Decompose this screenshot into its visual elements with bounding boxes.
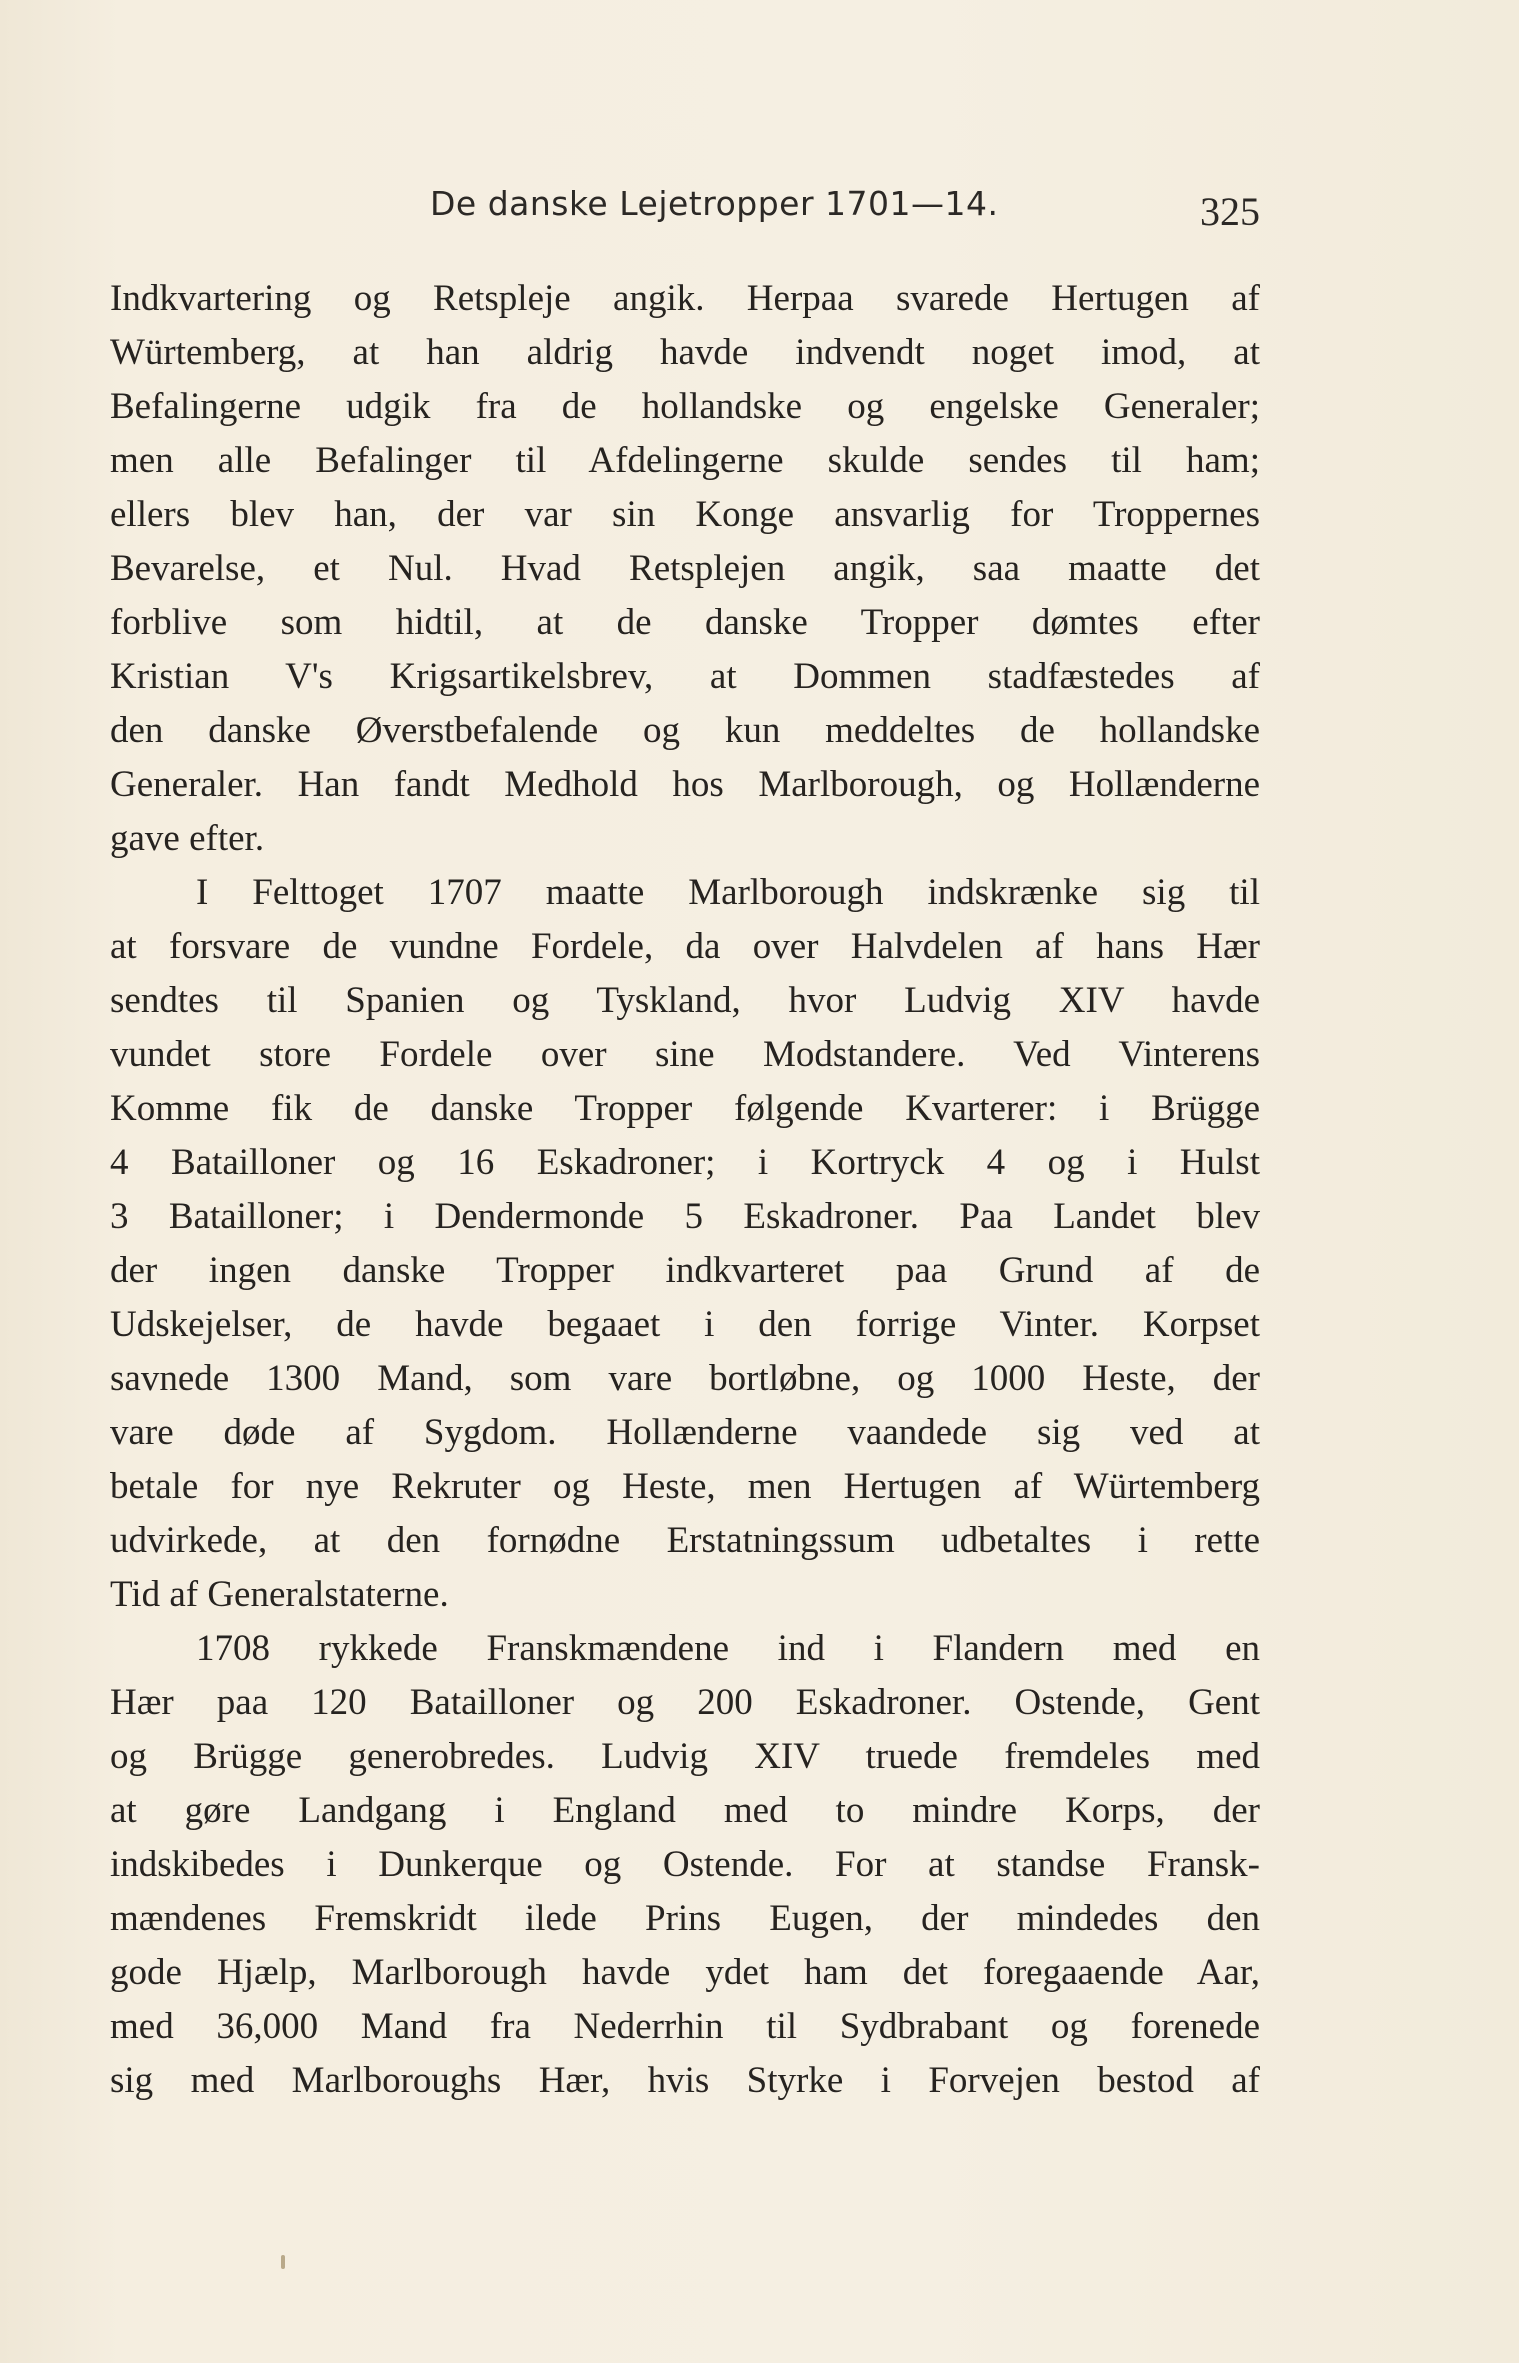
text-line: sig med Marlboroughs Hær, hvis Styrke i Forvejen bestod af: [110, 2060, 1260, 2101]
text-line: sendtes til Spanien og Tyskland, hvor Ludvig XIV havde: [110, 980, 1260, 1021]
paragraph: [110, 866, 1260, 1622]
text-line: at gøre Landgang i England med to mindre Korps, der: [110, 1790, 1260, 1831]
text-line: den danske Øverstbefalende og kun meddeltes de hollandske: [110, 710, 1260, 751]
page-number: 325: [1200, 189, 1260, 234]
text-line: vundet store Fordele over sine Modstandere. Ved Vinterens: [110, 1034, 1260, 1075]
text-line: Befalingerne udgik fra de hollandske og engelske Generaler;: [110, 386, 1260, 427]
text-line: Hær paa 120 Batailloner og 200 Eskadroner. Ostende, Gent: [110, 1682, 1260, 1723]
text-line: mændenes Fremskridt ilede Prins Eugen, der mindedes den: [110, 1898, 1260, 1939]
text-line: forblive som hidtil, at de danske Tropper dømtes efter: [110, 602, 1260, 643]
text-line: Bevarelse, et Nul. Hvad Retsplejen angik, saa maatte det: [110, 548, 1260, 589]
text-line: I Felttoget 1707 maatte Marlborough indskrænke sig til: [196, 872, 1260, 913]
text-line: og Brügge generobredes. Ludvig XIV truede fremdeles med: [110, 1736, 1260, 1777]
text-line: vare døde af Sygdom. Hollænderne vaandede sig ved at: [110, 1412, 1260, 1453]
text-line: at forsvare de vundne Fordele, da over Halvdelen af hans Hær: [110, 926, 1260, 967]
text-line: med 36,000 Mand fra Nederrhin til Sydbrabant og forenede: [110, 2006, 1260, 2047]
paper-speck: [281, 2255, 285, 2269]
paragraph: [110, 272, 1260, 866]
text-line: 1708 rykkede Franskmændene ind i Flandern med en: [196, 1628, 1260, 1669]
text-line: gave efter.: [110, 818, 265, 859]
text-line: indskibedes i Dunkerque og Ostende. For at standse Fransk-: [110, 1844, 1260, 1885]
text-line: Tid af Generalstaterne.: [110, 1574, 449, 1615]
text-line: Udskejelser, de havde begaaet i den forrige Vinter. Korpset: [110, 1304, 1260, 1345]
text-line: gode Hjælp, Marlborough havde ydet ham det foregaaende Aar,: [110, 1952, 1260, 1993]
text-line: Kristian V's Krigsartikelsbrev, at Dommen stadfæstedes af: [110, 656, 1260, 697]
text-line: Würtemberg, at han aldrig havde indvendt noget imod, at: [110, 332, 1260, 373]
text-line: savnede 1300 Mand, som vare bortløbne, og 1000 Heste, der: [110, 1358, 1260, 1399]
text-line: udvirkede, at den fornødne Erstatningssum udbetaltes i rette: [110, 1520, 1260, 1561]
text-line: 4 Batailloner og 16 Eskadroner; i Kortryck 4 og i Hulst: [110, 1142, 1260, 1183]
running-title: De danske Lejetropper 1701—14.: [430, 184, 999, 223]
text-line: betale for nye Rekruter og Heste, men Hertugen af Würtemberg: [110, 1466, 1260, 1507]
text-line: 3 Batailloner; i Dendermonde 5 Eskadroner. Paa Landet blev: [110, 1196, 1260, 1237]
text-line: der ingen danske Tropper indkvarteret paa Grund af de: [110, 1250, 1260, 1291]
text-line: Indkvartering og Retspleje angik. Herpaa svarede Hertugen af: [110, 278, 1260, 319]
paragraph: [110, 1622, 1260, 2108]
text-line: Komme fik de danske Tropper følgende Kvarterer: i Brügge: [110, 1088, 1260, 1129]
text-line: Generaler. Han fandt Medhold hos Marlborough, og Hollænderne: [110, 764, 1260, 805]
page-header: [110, 184, 1260, 244]
text-line: men alle Befalinger til Afdelingerne skulde sendes til ham;: [110, 440, 1260, 481]
body-text: [110, 272, 1260, 2108]
text-line: ellers blev han, der var sin Konge ansvarlig for Troppernes: [110, 494, 1260, 535]
